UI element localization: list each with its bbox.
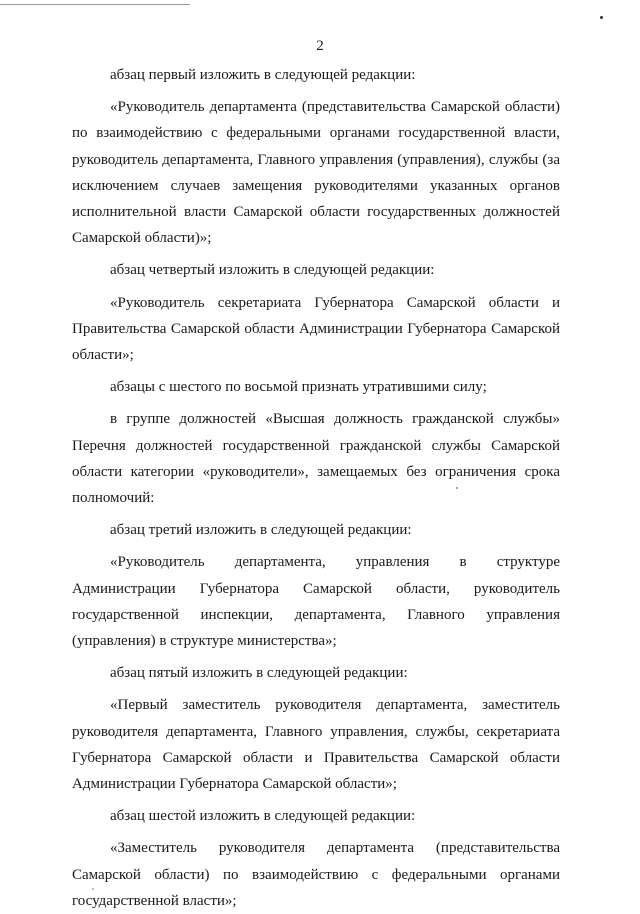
scan-edge-line [0, 4, 190, 5]
paragraph: абзацы с шестого по восьмой признать утратившими силу; [110, 379, 487, 396]
scan-speck [600, 16, 603, 19]
paragraph: абзац шестой изложить в следующей редакции: [110, 808, 416, 825]
paragraph: абзац четвертый изложить в следующей редакции: [110, 262, 435, 279]
paragraph: в группе должностей «Высшая должность гражданской службы» Перечня должностей государственной гражданской службы Самарской области категории «руководители», замещаемых без ограничения срока полномочий: [72, 411, 560, 507]
document-body [72, 62, 560, 914]
paragraph: «Руководитель департамента, управления в структуре Администрации Губернатора Самарской области, руководитель государственной инспекции, департамента, Главного управления (управления) в структуре министерства»; [72, 554, 560, 650]
paragraph: абзац третий изложить в следующей редакции: [110, 522, 412, 539]
paragraph: абзац первый изложить в следующей редакции: [110, 67, 416, 83]
paragraph: «Заместитель руководителя департамента (представительства Самарской области) по взаимодействию с федеральными органами государственной власти»; [72, 840, 560, 909]
paragraph: «Руководитель департамента (представительства Самарской области) по взаимодействию с федеральными органами государственной власти, руководитель департамента, Главного управления (управления), службы (за исключением случаев замещения руководителями указанных органов исполнительной власти Самарской области государственных должностей Самарской области)»; [72, 99, 560, 247]
paragraph: «Первый заместитель руководителя департамента, заместитель руководителя департамента, Главного управления, службы, секретариата Губернатора Самарской области и Правительства Самарской области Администрации Губернатора Самарской области»; [72, 697, 560, 793]
paragraph: абзац пятый изложить в следующей редакции: [110, 665, 408, 682]
page-number: 2 [316, 38, 324, 54]
paragraph: «Руководитель секретариата Губернатора Самарской области и Правительства Самарской области Администрации Губернатора Самарской области»; [72, 294, 560, 364]
